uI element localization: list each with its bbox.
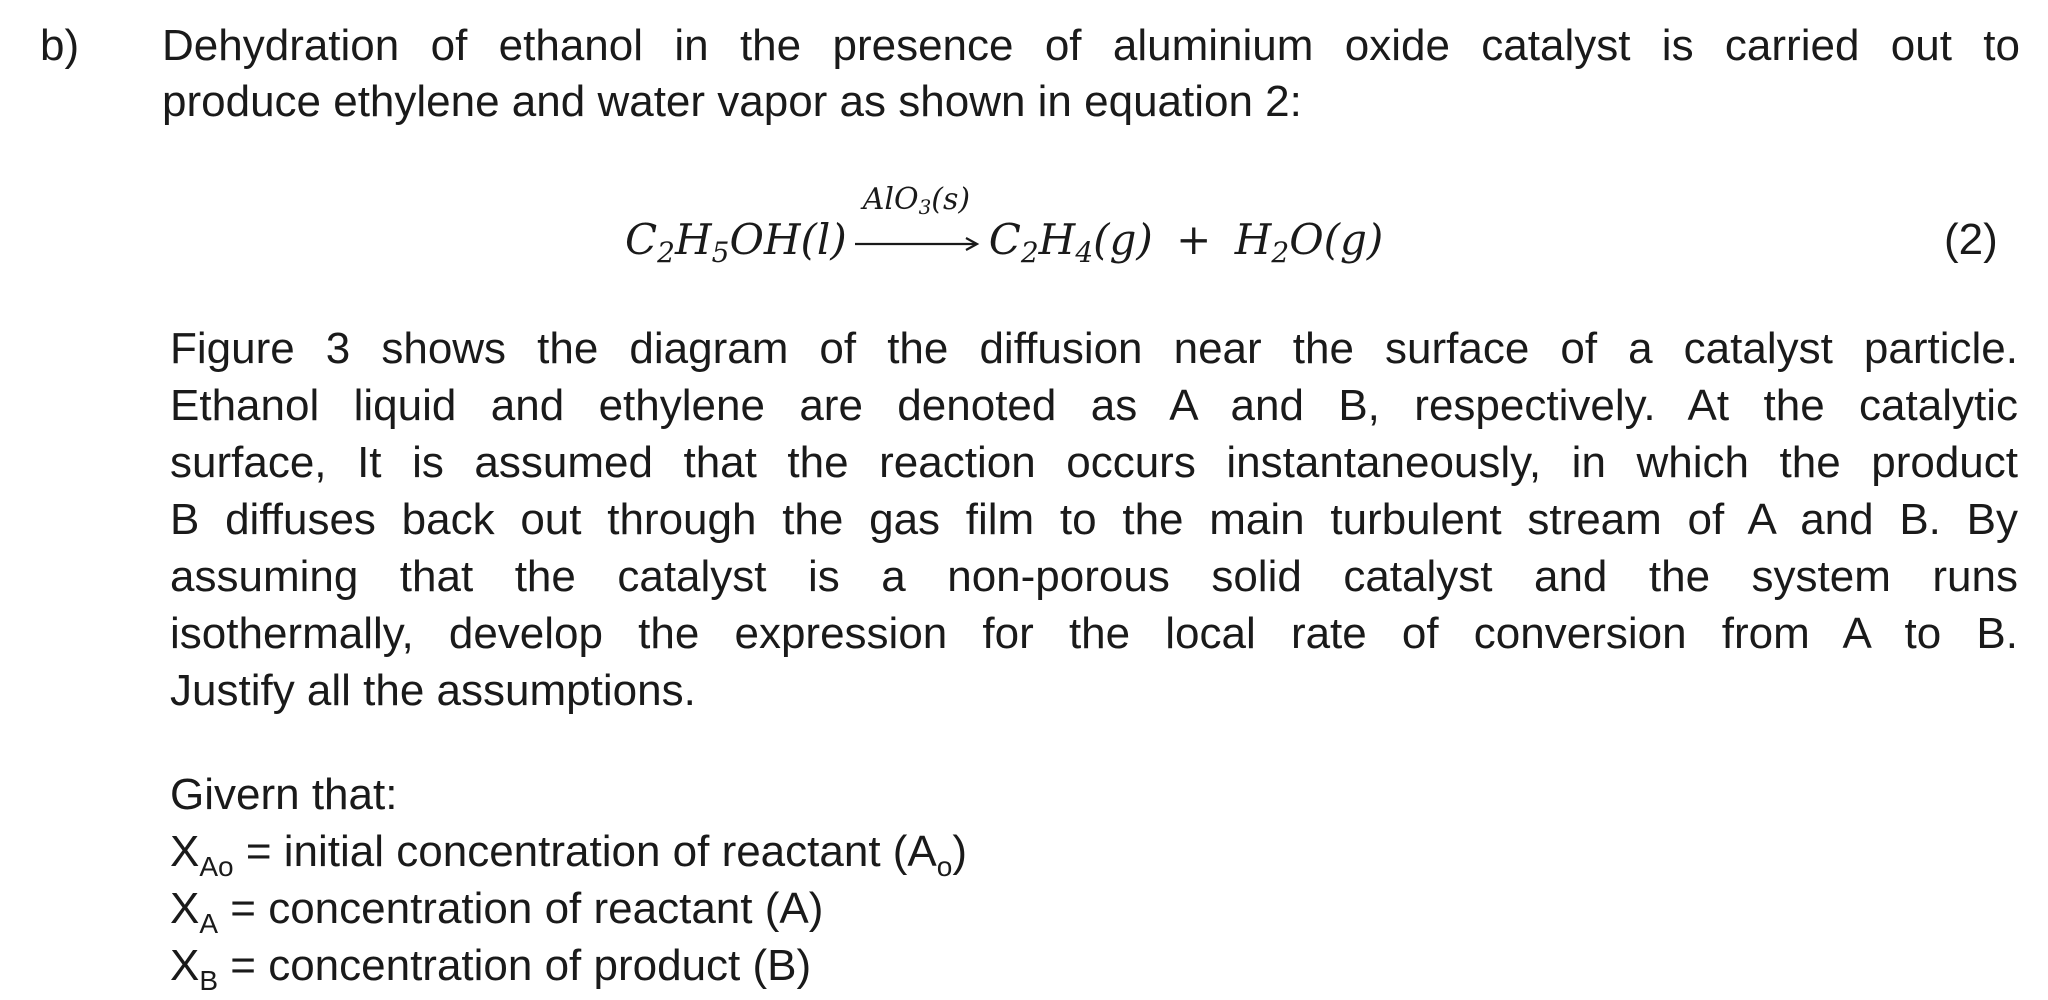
symbol-x-a: $X_A$ [170, 884, 219, 939]
given-row-xa: $X_A$ = concentration of reactant (A) [170, 880, 967, 937]
given-row-xao: $X_{Ao}$ = initial concentration of reactant $(A_o)$ [170, 823, 967, 880]
product-water: $H_2O(g)$ [1234, 215, 1384, 269]
symbol-x-b: $X_B$ [170, 941, 219, 996]
paragraph-line: surface, It is assumed that the reaction occurs instantaneously, in which the product [170, 438, 2018, 487]
product-ethylene: $C_2H_4(g)$ [988, 215, 1153, 269]
intro-line: Dehydration of ethanol in the presence of aluminium oxide catalyst is carried out to [162, 21, 2020, 70]
given-section [170, 766, 967, 994]
paragraph-line: Justify all the assumptions. [170, 666, 696, 715]
reactant-formula: $C_2H_5OH(l)$ [625, 215, 847, 269]
paragraph-line: B diffuses back out through the gas film to the main turbulent stream of A and B. By [170, 495, 2018, 544]
chemical-equation [625, 182, 1384, 280]
catalyst-label: AlO$_3$(s) [862, 182, 971, 219]
question-intro [162, 18, 2020, 130]
paragraph-line: Ethanol liquid and ethylene are denoted as A and B, respectively. At the catalytic [170, 381, 2018, 430]
plus-sign: + [1176, 215, 1212, 264]
symbol-x-ao: $X_{Ao}$ [170, 827, 234, 882]
reaction-arrow [853, 182, 981, 270]
equation-number: (2) [1944, 215, 1998, 264]
given-heading: Givern that: [170, 770, 398, 819]
paragraph-line: assuming that the catalyst is a non-porous solid catalyst and the system runs [170, 552, 2018, 601]
paragraph-line: Figure 3 shows the diagram of the diffusion near the surface of a catalyst particle. [170, 324, 2018, 373]
paragraph-line: isothermally, develop the expression for the local rate of conversion from A to B. [170, 609, 2018, 658]
intro-line: produce ethylene and water vapor as shown in equation 2: [162, 77, 1302, 126]
given-row-xb: $X_B$ = concentration of product (B) [170, 937, 967, 994]
right-arrow-icon [853, 236, 981, 252]
problem-paragraph [170, 320, 2018, 719]
question-label: b) [40, 21, 80, 70]
